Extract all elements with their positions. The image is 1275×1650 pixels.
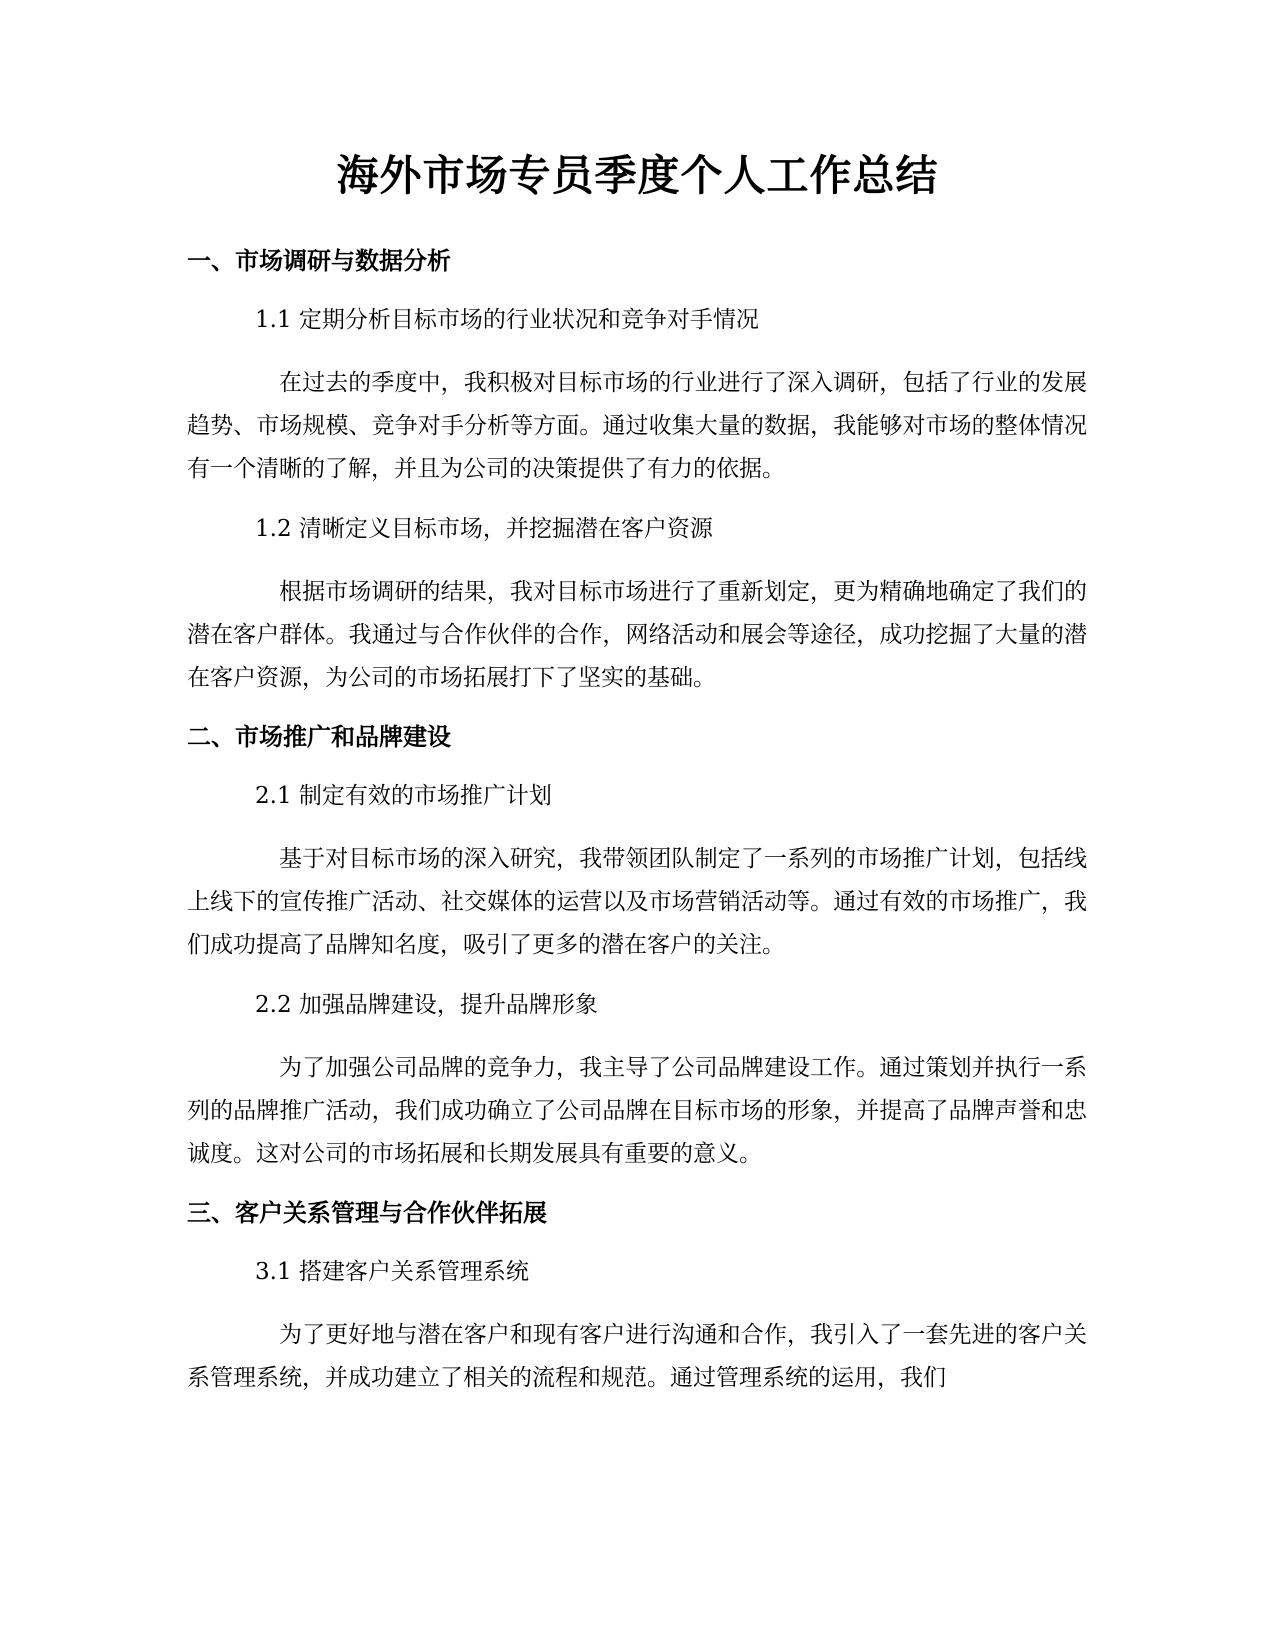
section-3	[187, 1196, 1087, 1400]
subsection-title: 3.1 搭建客户关系管理系统	[255, 1259, 529, 1285]
paragraph: 基于对目标市场的深入研究，我带领团队制定了一系列的市场推广计划，包括线上线下的宣传推广活动、社交媒体的运营以及市场营销活动等。通过有效的市场推广，我们成功提高了品牌知名度，吸引了更多的潜在客户的关注。	[187, 846, 1087, 958]
section-1	[187, 244, 1087, 700]
document-body	[187, 244, 1087, 1420]
paragraph: 根据市场调研的结果，我对目标市场进行了重新划定，更为精确地确定了我们的潜在客户群体。我通过与合作伙伴的合作，网络活动和展会等途径，成功挖掘了大量的潜在客户资源，为公司的市场拓展打下了坚实的基础。	[187, 579, 1087, 691]
section-2	[187, 720, 1087, 1176]
paragraph: 在过去的季度中，我积极对目标市场的行业进行了深入调研，包括了行业的发展趋势、市场规模、竞争对手分析等方面。通过收集大量的数据，我能够对市场的整体情况有一个清晰的了解，并且为公司的决策提供了有力的依据。	[187, 370, 1087, 482]
subsection-title: 1.1 定期分析目标市场的行业状况和竞争对手情况	[255, 307, 759, 333]
subsection-title: 1.2 清晰定义目标市场，并挖掘潜在客户资源	[255, 516, 713, 542]
subsection-title: 2.2 加强品牌建设，提升品牌形象	[255, 992, 598, 1018]
subsection-title: 2.1 制定有效的市场推广计划	[255, 783, 552, 809]
paragraph: 为了更好地与潜在客户和现有客户进行沟通和合作，我引入了一套先进的客户关系管理系统，并成功建立了相关的流程和规范。通过管理系统的运用，我们	[187, 1322, 1087, 1391]
section-heading: 三、客户关系管理与合作伙伴拓展	[187, 1199, 547, 1227]
section-heading: 一、市场调研与数据分析	[187, 247, 451, 275]
paragraph: 为了加强公司品牌的竞争力，我主导了公司品牌建设工作。通过策划并执行一系列的品牌推广活动，我们成功确立了公司品牌在目标市场的形象，并提高了品牌声誉和忠诚度。这对公司的市场拓展和长期发展具有重要的意义。	[187, 1055, 1087, 1167]
section-heading: 二、市场推广和品牌建设	[187, 723, 451, 751]
document-title: 海外市场专员季度个人工作总结	[336, 151, 939, 200]
